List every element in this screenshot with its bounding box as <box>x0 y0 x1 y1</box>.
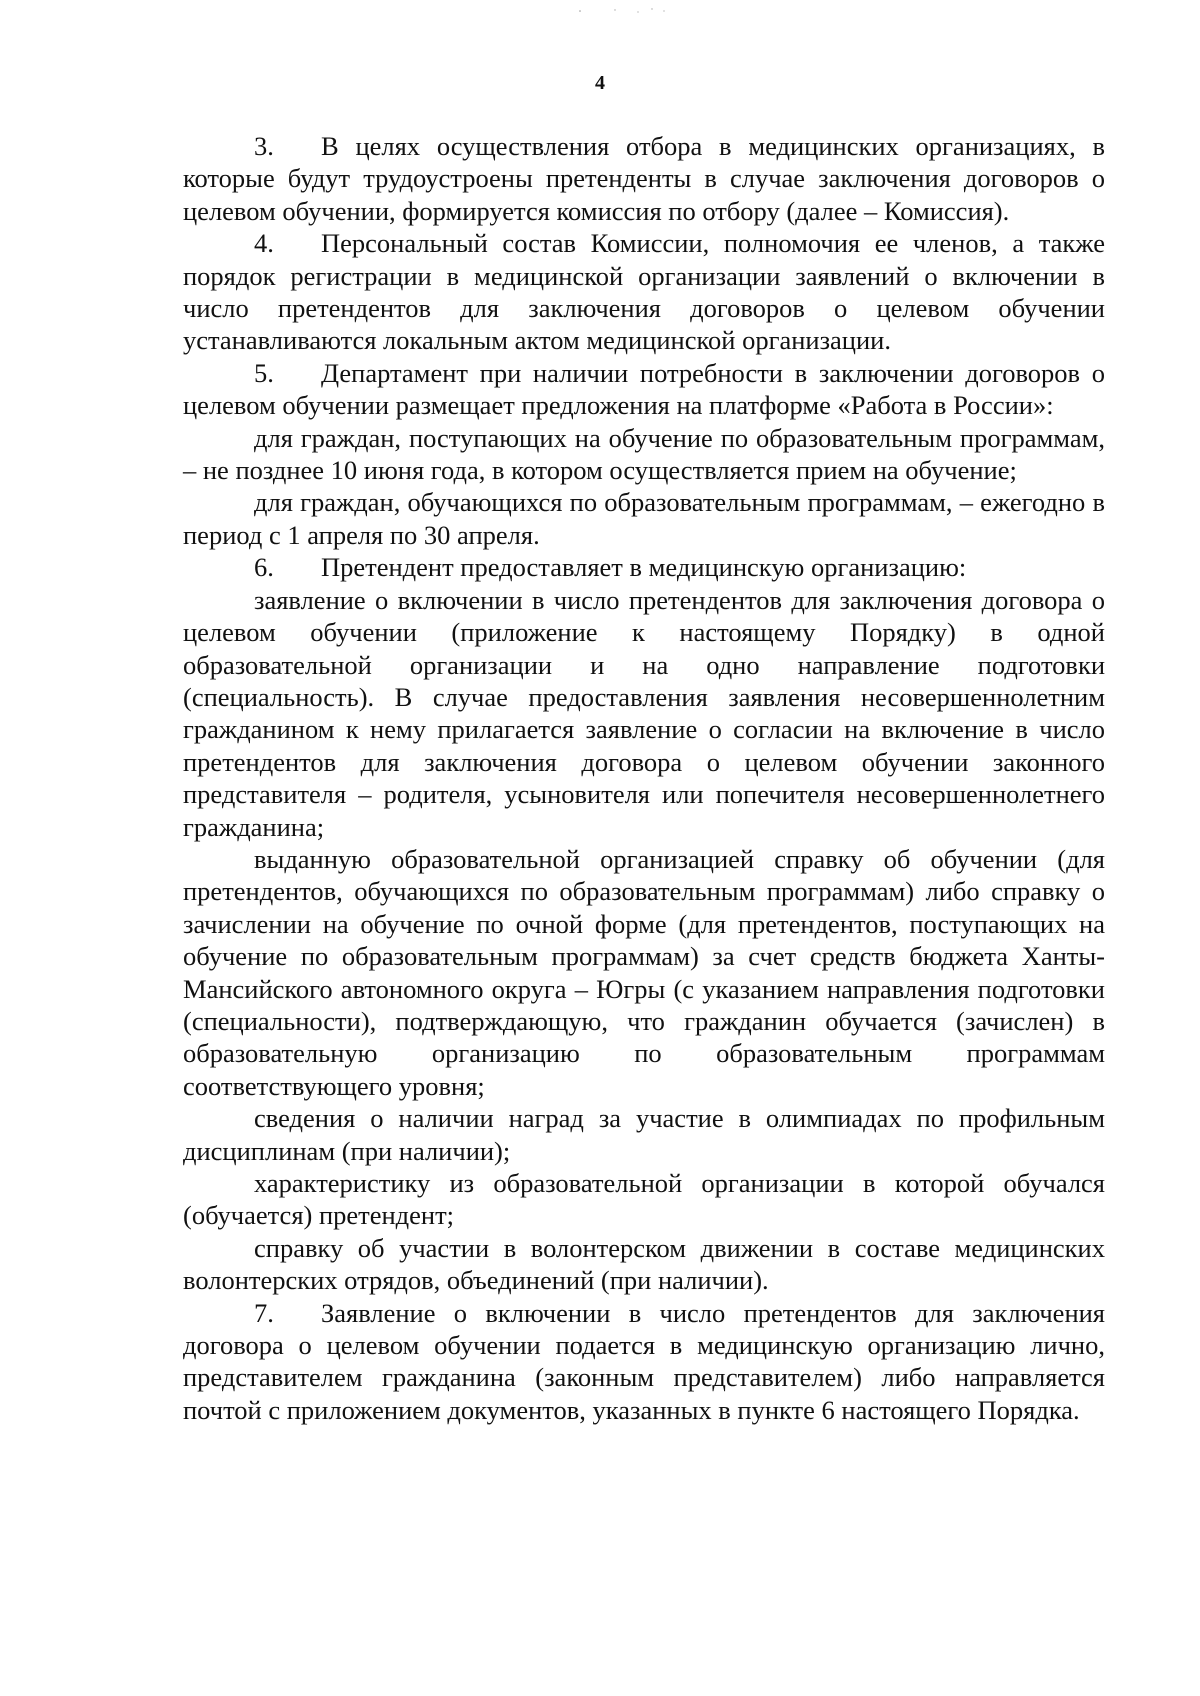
paragraph-4 <box>183 227 1105 357</box>
paragraph-text: выданную образовательной организацией справку об обучении (для претендентов, обучающихся по образовательным программам) либо справку о зачислении на обучение по очной форме (для претендентов, поступающих на обучение по образовательным программам) за счет средств бюджета Ханты-Мансийского автономного округа – Югры (с указанием направления подготовки (специальности), подтверждающую, что гражданин обучается (зачислен) в образовательную организацию по образовательным программам соответствующего уровня; <box>183 843 1105 1101</box>
paragraph-number: 7. <box>254 1297 274 1328</box>
paragraph-number: 3. <box>254 131 274 161</box>
scan-noise <box>560 6 720 16</box>
paragraph-text: для граждан, обучающихся по образовательным программам, – ежегодно в период с 1 апреля по 30 апреля. <box>183 487 1105 550</box>
paragraph-6-item-1 <box>183 584 1105 843</box>
paragraph-text: В целях осуществления отбора в медицинских организациях, в которые будут трудоустроены претенденты в случае заключения договоров о целевом обучении, формируется комиссия по отбору (далее – Комиссия). <box>183 131 1105 226</box>
paragraph-number: 4. <box>254 228 274 259</box>
paragraph-7 <box>183 1297 1105 1427</box>
paragraph-6 <box>183 551 1105 583</box>
paragraph-6-item-5 <box>183 1232 1105 1297</box>
paragraph-5 <box>183 357 1105 422</box>
paragraph-text: Департамент при наличии потребности в заключении договоров о целевом обучении размещает предложения на платформе «Работа в России»: <box>183 357 1105 421</box>
page-number: 4 <box>595 72 605 94</box>
paragraph-text: заявление о включении в число претендентов для заключения договора о целевом обучении (приложение к настоящему Порядку) в одной образовательной организации и на одно направление подготовки (специальность). В случае предоставления заявления несовершеннолетним гражданином к нему прилагается заявление о согласии на включение в число претендентов для заключения договора о целевом обучении законного представителя – родителя, усыновителя или попечителя несовершеннолетнего гражданина; <box>183 584 1105 842</box>
paragraph-text: для граждан, поступающих на обучение по образовательным программам, – не позднее 10 июня года, в котором осуществляется прием на обучение; <box>183 422 1105 486</box>
paragraph-5-item-1 <box>183 422 1105 487</box>
paragraph-text: Персональный состав Комиссии, полномочия ее членов, а также порядок регистрации в медицинской организации заявлений о включении в число претендентов для заключения договоров о целевом обучении устанавливаются локальным актом медицинской организации. <box>183 228 1105 356</box>
paragraph-5-item-2 <box>183 486 1105 551</box>
paragraph-text: справку об участии в волонтерском движении в составе медицинских волонтерских отрядов, объединений (при наличии). <box>183 1232 1105 1296</box>
paragraph-text: характеристику из образовательной организации в которой обучался (обучается) претендент; <box>183 1168 1105 1231</box>
paragraph-3 <box>183 130 1105 227</box>
paragraph-6-item-2 <box>183 843 1105 1102</box>
paragraph-6-item-3 <box>183 1102 1105 1167</box>
paragraph-text: сведения о наличии наград за участие в олимпиадах по профильным дисциплинам (при наличии); <box>183 1103 1105 1166</box>
document-body <box>183 130 1105 1426</box>
paragraph-number: 5. <box>254 357 274 388</box>
paragraph-text: Претендент предоставляет в медицинскую организацию: <box>321 552 967 583</box>
paragraph-number: 6. <box>254 552 274 583</box>
paragraph-text: Заявление о включении в число претендентов для заключения договора о целевом обучении подается в медицинскую организацию лично, представителем гражданина (законным представителем) либо направляется почтой с приложением документов, указанных в пункте 6 настоящего Порядка. <box>183 1297 1105 1425</box>
paragraph-6-item-4 <box>183 1167 1105 1232</box>
